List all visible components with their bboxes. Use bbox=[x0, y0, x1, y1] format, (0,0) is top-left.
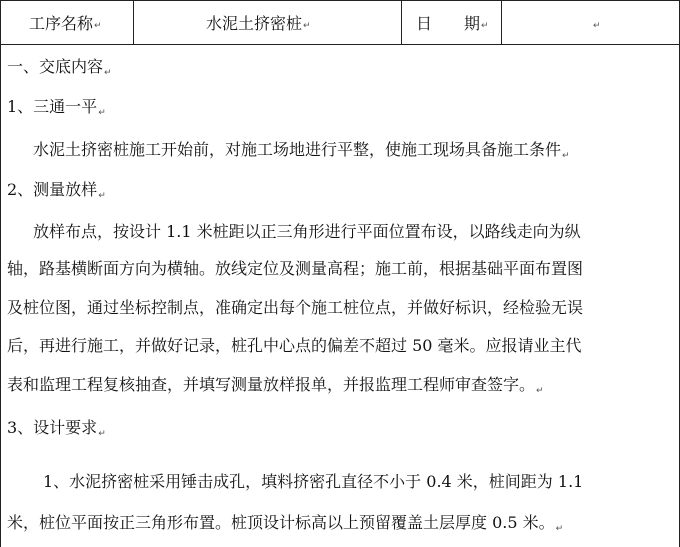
paragraph-line: 表和监理工程复核抽查，并填写测量放样报单，并报监理工程师审查签字。↵ bbox=[7, 375, 544, 396]
paragraph-line: 及桩位图，通过坐标控制点，准确定出每个施工桩位点，并做好标识，经检验无误 bbox=[7, 298, 584, 317]
paragraph-mark-icon: ↵ bbox=[593, 20, 601, 31]
paragraph-mark-icon: ↵ bbox=[94, 20, 102, 31]
paragraph-line: 米，桩位平面按正三角形布置。桩顶设计标高以上预留覆盖土层厚度 0.5 米。↵ bbox=[7, 513, 564, 534]
paragraph-mark-icon: ↵ bbox=[98, 108, 106, 118]
paragraph-mark-icon: ↵ bbox=[555, 524, 564, 534]
section-heading-disclosure: 一、交底内容↵ bbox=[7, 57, 112, 78]
section-heading-design: 3、设计要求↵ bbox=[7, 418, 106, 439]
section-heading-survey: 2、测量放样↵ bbox=[7, 180, 106, 201]
header-table bbox=[1, 0, 680, 45]
paragraph-mark-icon: ↵ bbox=[98, 429, 106, 439]
date-label: 日 期 bbox=[416, 14, 481, 33]
paragraph-line: 轴，路基横断面方向为横轴。放线定位及测量高程；施工前，根据基础平面布置图 bbox=[7, 259, 584, 278]
paragraph-mark-icon: ↵ bbox=[536, 386, 544, 396]
paragraph-line: 1、水泥挤密桩采用锤击成孔，填料挤密孔直径不小于 0.4 米，桩间距为 1.1 bbox=[43, 472, 584, 491]
paragraph-line: 后，再进行施工，并做好记录，桩孔中心点的偏差不超过 50 毫米。应报请业主代 bbox=[7, 336, 582, 355]
paragraph-mark-icon: ↵ bbox=[481, 20, 489, 31]
paragraph-line: 水泥土挤密桩施工开始前，对施工场地进行平整，使施工现场具备施工条件↵ bbox=[33, 140, 570, 161]
paragraph-mark-icon: ↵ bbox=[562, 151, 570, 161]
section-heading-site-prep: 1、三通一平↵ bbox=[7, 97, 106, 118]
process-name-value: 水泥土挤密桩 bbox=[206, 14, 303, 33]
date-value-cell bbox=[502, 1, 680, 44]
paragraph-mark-icon: ↵ bbox=[98, 191, 106, 201]
paragraph-line: 放样布点，按设计 1.1 米桩距以正三角形进行平面位置布设，以路线走向为纵 bbox=[33, 222, 581, 241]
process-name-label: 工序名称 bbox=[29, 14, 94, 33]
process-name-value-cell bbox=[134, 1, 402, 44]
paragraph-mark-icon: ↵ bbox=[104, 68, 112, 78]
paragraph-mark-icon: ↵ bbox=[303, 20, 311, 31]
date-label-cell bbox=[402, 1, 502, 44]
process-name-label-cell bbox=[1, 1, 134, 44]
